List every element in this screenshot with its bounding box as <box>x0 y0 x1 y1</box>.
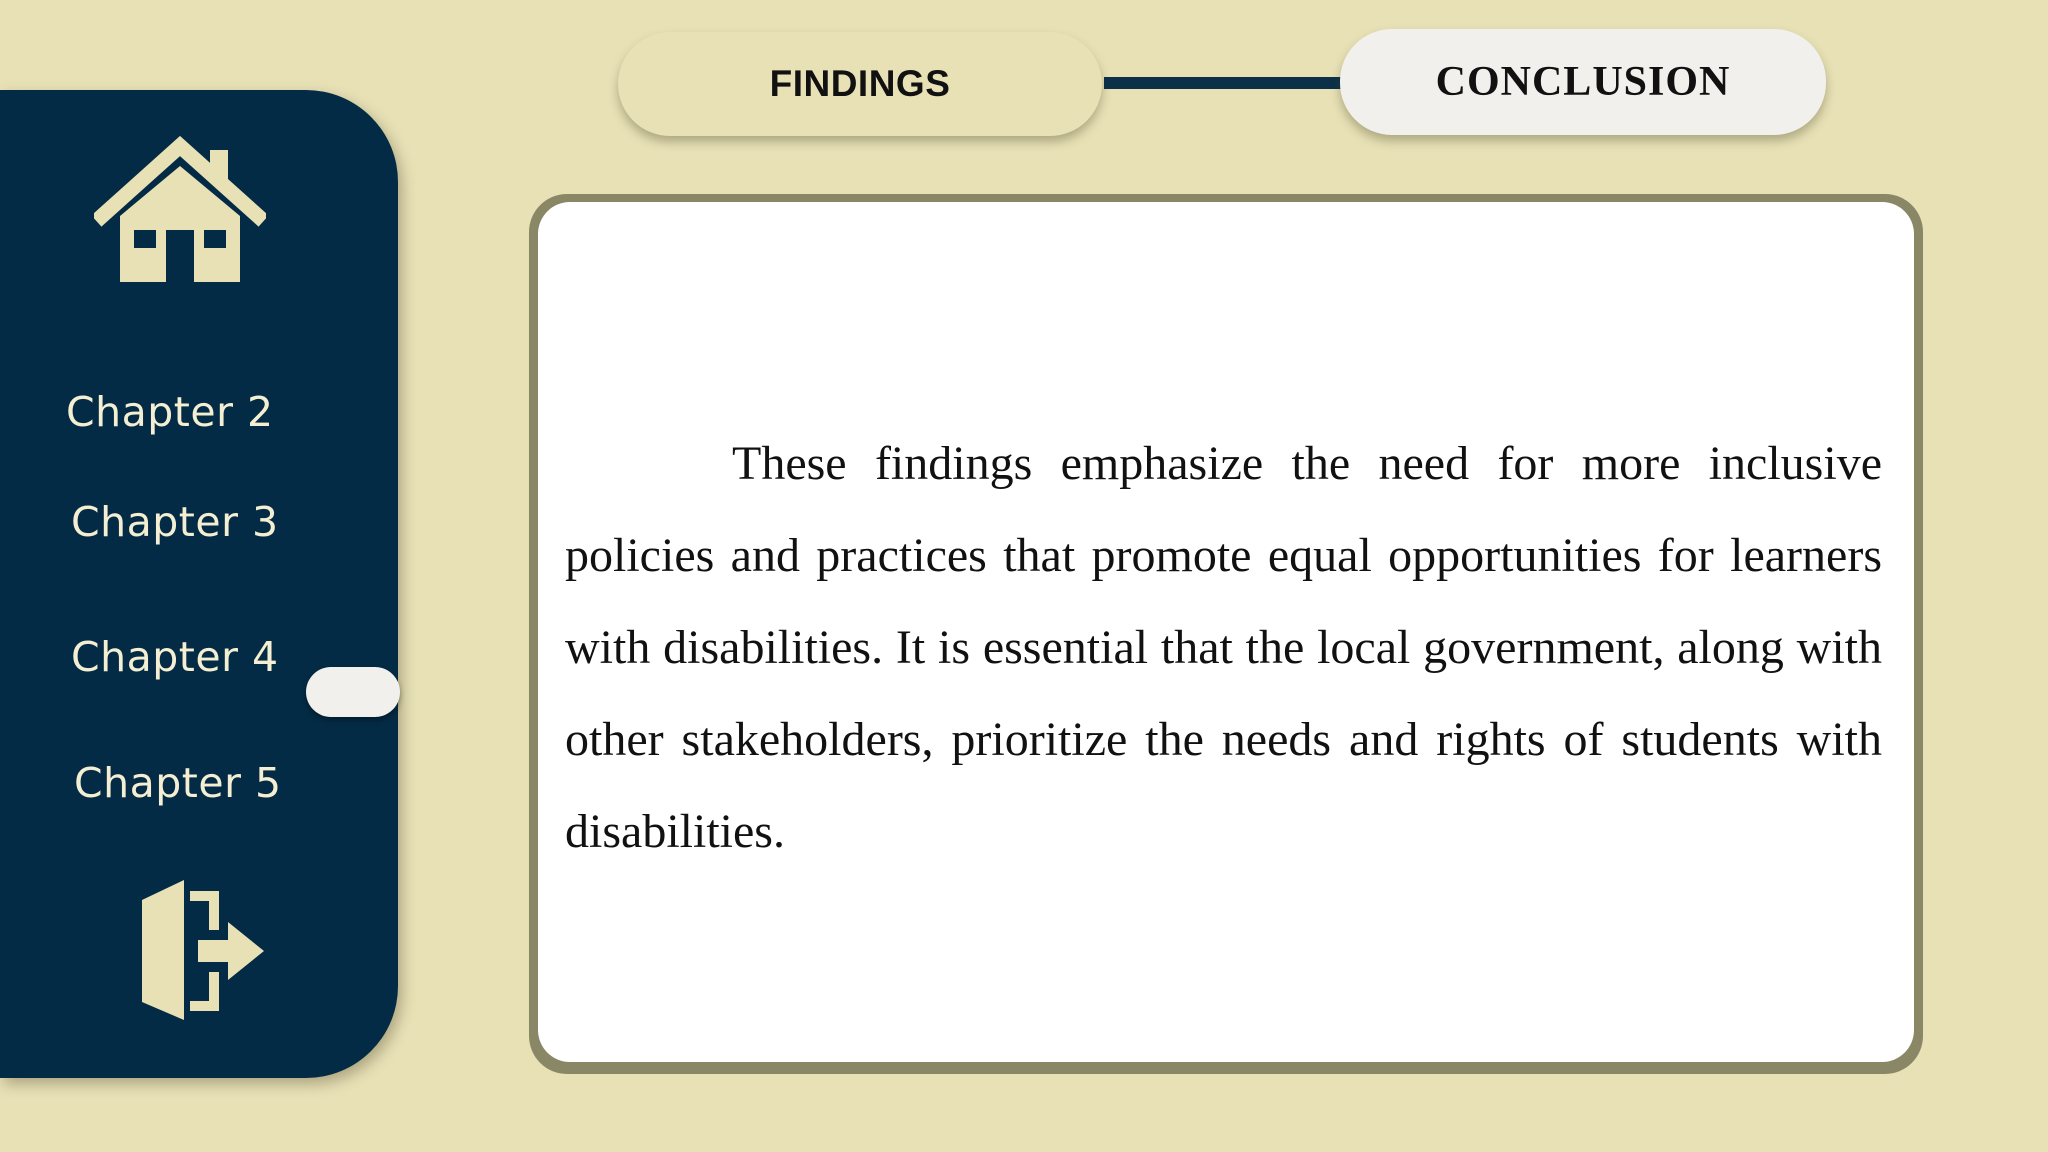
sidebar-item-chapter-2[interactable]: Chapter 2 <box>66 388 274 436</box>
tab-connector-line <box>1104 77 1342 89</box>
conclusion-paragraph: These findings emphasize the need for more inclusive policies and practices that promote equal opportunities for learners with disabilities. It is essential that the local government, along with other stakeholders, prioritize the needs and rights of students with disabilities. <box>565 437 1882 858</box>
sidebar-item-chapter-4[interactable]: Chapter 4 <box>71 633 279 681</box>
sidebar-item-chapter-5[interactable]: Chapter 5 <box>74 759 282 807</box>
exit-door-icon[interactable] <box>136 880 270 1020</box>
tab-findings[interactable]: FINDINGS <box>618 32 1102 136</box>
content-card-body <box>538 202 1914 1062</box>
sidebar-item-chapter-3[interactable]: Chapter 3 <box>71 498 279 546</box>
home-icon[interactable] <box>94 136 266 282</box>
tab-conclusion[interactable]: CONCLUSION <box>1340 29 1826 135</box>
active-chapter-indicator <box>306 667 400 717</box>
content-card <box>529 194 1923 1074</box>
sidebar-nav <box>0 90 398 1078</box>
